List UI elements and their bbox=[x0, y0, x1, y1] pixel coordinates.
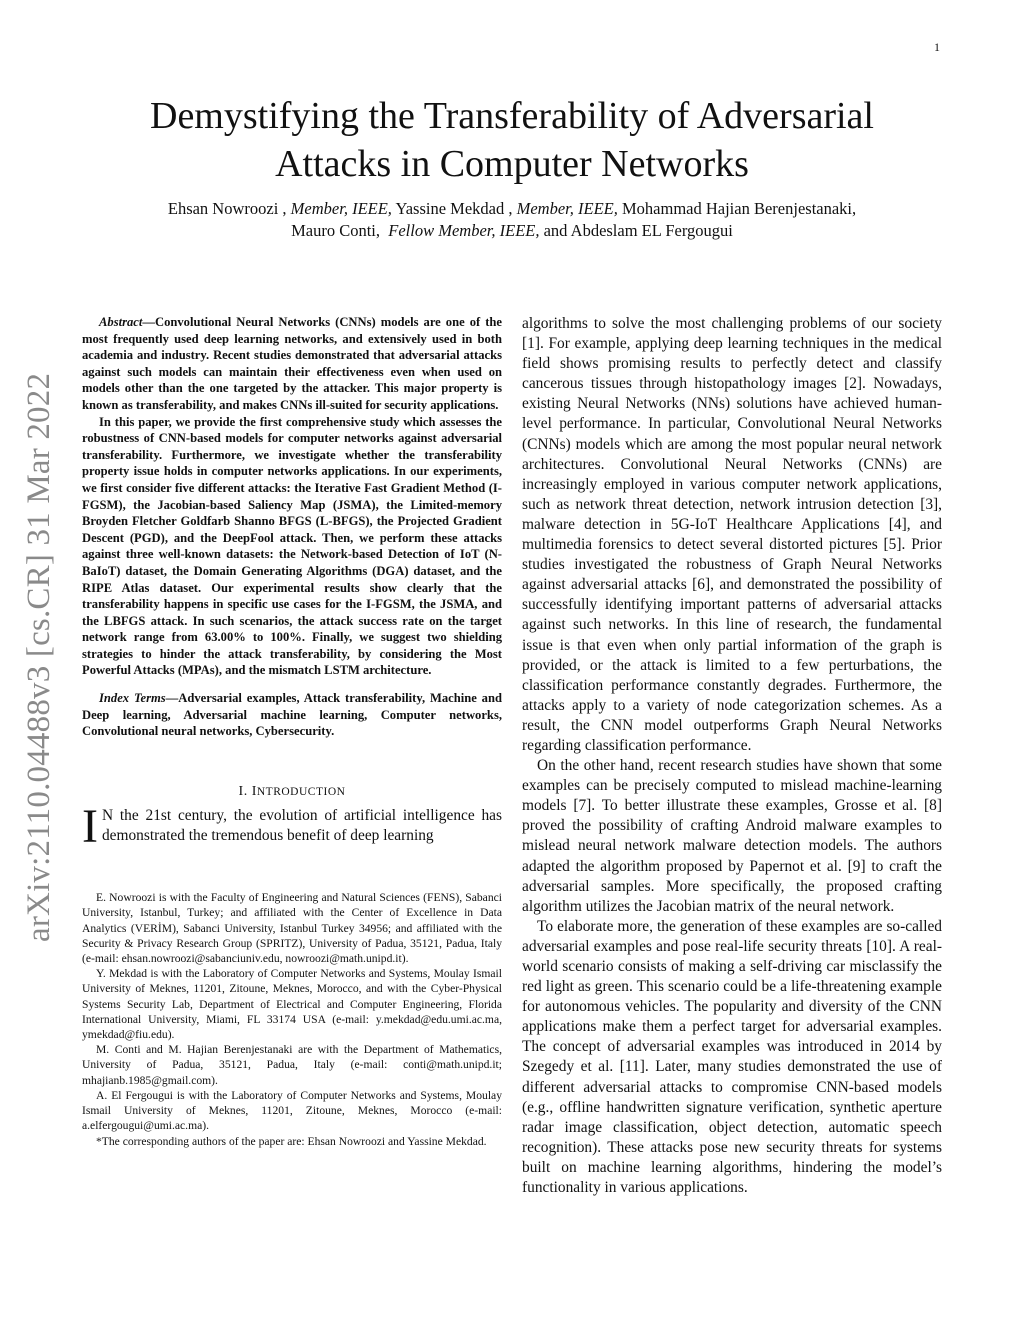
footnote-mekdad: Y. Mekdad is with the Laboratory of Computer Networks and Systems, Moulay Ismail University of Meknes, 11201, Zitoune, Meknes, Morocco, and with the Cyber-Physical Systems Security Lab, Department of Electrical and Computer Engineering, Florida International University, Miami, FL 33174 USA (e-mail: y.mekdad@edu.umi.ac.ma, ymekdad@fiu.edu). bbox=[82, 967, 502, 1042]
abstract-label: Abstract bbox=[99, 315, 143, 329]
page-number: 1 bbox=[934, 40, 940, 54]
footnote-nowroozi: E. Nowroozi is with the Faculty of Engineering and Natural Sciences (FENS), Sabanci University, Istanbul, Turkey; and affiliated with the Center of Excellence in Data Analytics (VERİM), Sabanci University, Istanbul Turkey 34956; and affiliated with the Security & Privacy Research Group (SPRITZ), University of Padua, 35121, Padua, Italy (e-mail: ehsan.nowroozi@sabanciuniv.edu, nowroozi@math.unipd.it). bbox=[82, 891, 502, 966]
author-2-name: Yassine Mekdad , bbox=[395, 199, 513, 218]
footnote-conti-hajian: M. Conti and M. Hajian Berenjestanaki are with the Department of Mathematics, University of Padua, 35121, Padua, Italy (e-mail: conti@math.unipd.it; mhajianb.1985@gmail.com). bbox=[82, 1043, 502, 1087]
left-column bbox=[82, 314, 502, 1149]
author-3-name: Mohammad Hajian Berenjestanaki, bbox=[622, 199, 857, 218]
introduction-opening bbox=[82, 799, 502, 853]
index-terms: Index Terms—Adversarial examples, Attack transferability, Machine and Deep learning, Adversarial machine learning, Computer networks, Convolutional neural networks, Cybersecurity. bbox=[82, 691, 502, 739]
abstract bbox=[82, 314, 502, 679]
section-title-rest: NTRODUCTION bbox=[256, 785, 346, 798]
index-terms-label: Index Terms bbox=[99, 691, 166, 706]
footnote-elfergougui: A. El Fergougui is with the Laboratory of Computer Networks and Systems, Moulay Ismail University of Meknes, 11201, Zitoune, Meknes, Morocco (e-mail: a.elfergougui@umi.ac.ma). bbox=[82, 1088, 502, 1133]
body-paragraph-1: algorithms to solve the most challenging problems of our society [1]. For example, applying deep learning techniques in the medical field shows promising results to perfectly detect and classify cancerous tissues through histopathology images [2]. Nowadays, existing Neural Networks (NNs) solutions have achieved human-level performance. In particular, Convolutional Neural Networks (CNNs) models which are among the most popular neural network architectures. Convolutional Neural Networks (CNNs) are increasingly employed in various computer network applications, such as network threat detection, network intrusion detection [3], malware detection in 5G-IoT Healthcare Applications [4], and multimedia forensics to detect several distorted pictures [5]. Prior studies investigated the robustness of Graph Neural Networks against adversarial attacks [6], and demonstrated the possibility of successfully identifying important patterns of adversarial attacks against such networks. In this line of research, the fundamental issue is that even when only partial information of the graph is provided, or the attack is limited to a few perturbations, the classification performance constantly degrades. Furthermore, the attacks apply to a variety of node categorization schemes. As a result, the CNN model outperforms Graph Neural Networks regarding classification performance. bbox=[522, 315, 942, 754]
body-paragraph-3: To elaborate more, the generation of these examples are so-called adversarial examples and pose real-life security threats [10]. A real-world scenario consists of making a self-driving car misclassify the red light as green. This scenario could be a life-threatening example for autonomous vehicles. The popularity and diversity of the CNN applications make them a perfect target for adversarial examples. The concept of adversarial examples was introduced in 2014 by Szegedy et al. [11]. Later, many studies demonstrated the use of different adversarial attacks to compromise CNN-based models (e.g., offline handwritten signature verification, synthetic aperture radar image classification, object detection, automatic speech recognition). These attacks pose new security threats for systems built on machine learning algorithms, hindering the model’s functionality in various applications. bbox=[522, 917, 942, 1197]
body-paragraph-2: On the other hand, recent research studies have shown that some examples can be precisely computed to mislead machine-learning models [7]. To better illustrate these examples, Grosse et al. [8] proved the possibility of crafting Android malware examples to mislead neural network malware detection models. The authors adapted the algorithm proposed by Papernot et al. [9] to craft the adversarial samples. More specifically, the proposed crafting algorithm utilizes the Jacobian matrix of the neural network. bbox=[522, 757, 942, 915]
abstract-paragraph-2: In this paper, we provide the first comprehensive study which assesses the robustness of CNN-based models for computer networks against adversarial transferability. Furthermore, we investigate whether the transferability property issue holds in computer networks applications. In our experiments, we first consider five different attacks: the Iterative Fast Gradient Method (I-FGSM), the Jacobian-based Saliency Map (JSMA), the Limited-memory Broyden Fletcher Goldfarb Shanno BFGS (L-BFGS), the Projected Gradient Descent (PGD), and the DeepFool attack. Then, we perform these attacks against three well-known datasets: the Network-based Detection of IoT (N-BaIoT) dataset, the Domain Generating Algorithms (DGA) dataset, and the RIPE Atlas dataset. Our experimental results show clearly that the transferability happens in specific use cases for the I-FGSM, the JSMA, and the LBFGS attack. In such scenarios, the attack success rate on the target network range from 63.00% to 100%. Finally, we suggest two shielding strategies to hinder the attack transferability, by considering the Most Powerful Attacks (MPAs), and the mismatch LSTM architecture. bbox=[82, 414, 502, 678]
title-line-2: Attacks in Computer Networks bbox=[275, 143, 749, 185]
author-2-role: Member, IEEE, bbox=[516, 199, 618, 218]
author-1-role: Member, IEEE, bbox=[290, 199, 392, 218]
author-1-name: Ehsan Nowroozi , bbox=[167, 199, 287, 218]
author-4-role: Fellow Member, IEEE, bbox=[388, 221, 540, 240]
abstract-text-1: Convolutional Neural Networks (CNNs) models are one of the most frequently used deep learning networks, and extensively used in both academia and industry. Recent studies demonstrated that adversarial attacks against such models can maintain their effectiveness even when used on models other than the one targeted by the attacker. This major property is known as transferability, and makes CNNs ill-suited for security applications. bbox=[82, 315, 502, 412]
body-text bbox=[522, 314, 942, 1198]
author-5-name: and Abdeslam EL Fergougui bbox=[543, 221, 733, 240]
author-4-name: Mauro Conti, bbox=[291, 221, 381, 240]
title-line-1: Demystifying the Transferability of Adversarial bbox=[150, 95, 874, 137]
drop-cap: I bbox=[82, 799, 98, 853]
author-list bbox=[80, 198, 944, 242]
footnote-corresponding: *The corresponding authors of the paper are: Ehsan Nowroozi and Yassine Mekdad. bbox=[96, 1134, 487, 1148]
arxiv-identifier-stamp: arXiv:2110.04488v3 [cs.CR] 31 Mar 2022 bbox=[21, 372, 57, 942]
section-heading-introduction bbox=[82, 782, 502, 802]
abstract-paragraph-1: Abstract—Convolutional Neural Networks (CNNs) models are one of the most frequently used deep learning networks, and extensively used in both academia and industry. Recent studies demonstrated that adversarial attacks against such models can maintain their effectiveness even when used on models other than the one targeted by the attacker. This major property is known as transferability, and makes CNNs ill-suited for security applications. bbox=[82, 315, 502, 412]
index-terms-text: Adversarial examples, Attack transferability, Machine and Deep learning, Adversarial machine learning, Computer networks, Convolutional neural networks, Cybersecurity. bbox=[82, 691, 502, 739]
paper-title bbox=[100, 92, 924, 188]
affiliation-footnotes bbox=[82, 890, 502, 1148]
introduction-text: N the 21st century, the evolution of artificial intelligence has demonstrated the tremendous benefit of deep learning bbox=[101, 806, 502, 845]
section-numeral: I. I bbox=[238, 783, 257, 799]
right-column bbox=[522, 314, 942, 1198]
